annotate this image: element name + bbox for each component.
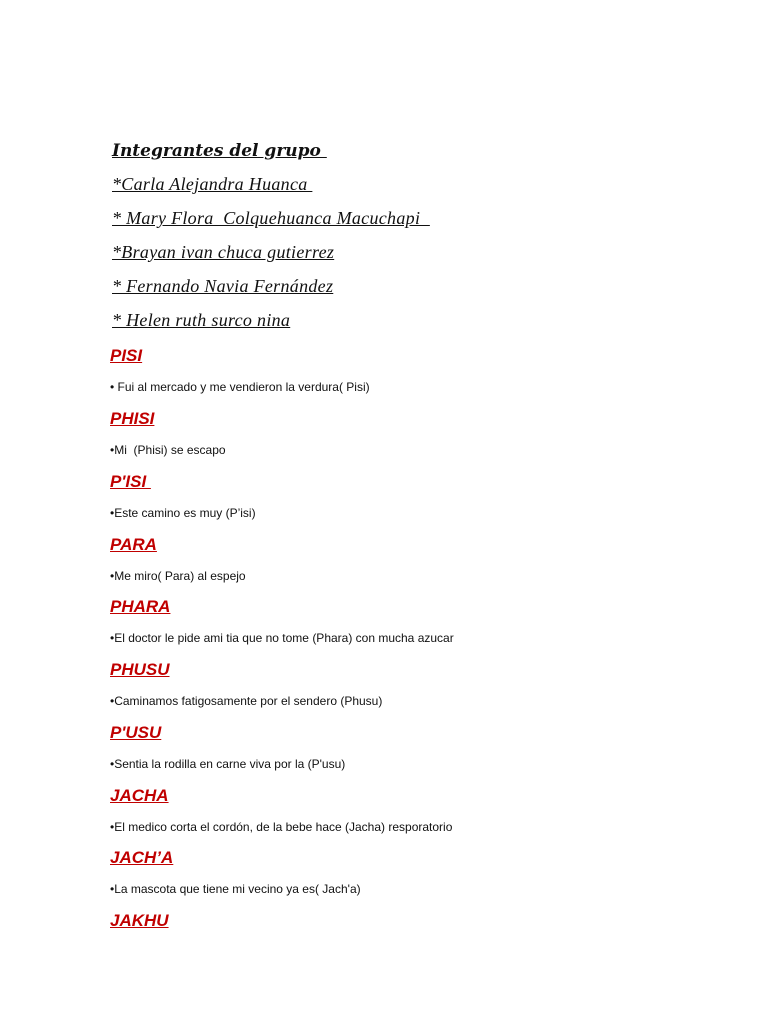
example-sentence: •Me miro( Para) al espejo	[110, 569, 246, 583]
example-sentence: •El medico corta el cordón, de la bebe hace (Jacha) resporatorio	[110, 820, 453, 834]
example-sentence: •La mascota que tiene mi vecino ya es( Jach'a)	[110, 882, 361, 896]
member-3: *Brayan ivan chuca gutierrez	[112, 242, 335, 262]
member-2: * Mary Flora Colquehuanca Macuchapi	[112, 208, 430, 228]
member-5: * Helen ruth surco nina	[112, 310, 291, 330]
word-heading: P'ISI	[110, 472, 151, 491]
example-sentence: •Sentia la rodilla en carne viva por la (P'usu)	[110, 757, 346, 771]
word-heading: P'USU	[110, 723, 162, 742]
word-heading: PHISI	[110, 409, 155, 428]
word-heading: PISI	[110, 346, 143, 365]
example-sentence: •El doctor le pide ami tia que no tome (Phara) con mucha azucar	[110, 631, 454, 645]
member-1: *Carla Alejandra Huanca	[112, 174, 313, 194]
word-heading: PHUSU	[110, 660, 170, 679]
example-sentence: •Mi (Phisi) se escapo	[110, 443, 226, 457]
example-sentence: •Caminamos fatigosamente por el sendero (Phusu)	[110, 694, 383, 708]
word-heading: JAKHU	[110, 911, 169, 930]
word-heading: JACH’A	[110, 848, 174, 867]
word-heading: PARA	[110, 535, 157, 554]
member-4: * Fernando Navia Fernández	[112, 276, 334, 296]
example-sentence: • Fui al mercado y me vendieron la verdura( Pisi)	[110, 380, 370, 394]
example-sentence: •Este camino es muy (P’isi)	[110, 506, 256, 520]
group-heading: Integrantes del grupo	[112, 141, 327, 161]
word-heading: PHARA	[110, 597, 171, 616]
word-heading: JACHA	[110, 786, 169, 805]
